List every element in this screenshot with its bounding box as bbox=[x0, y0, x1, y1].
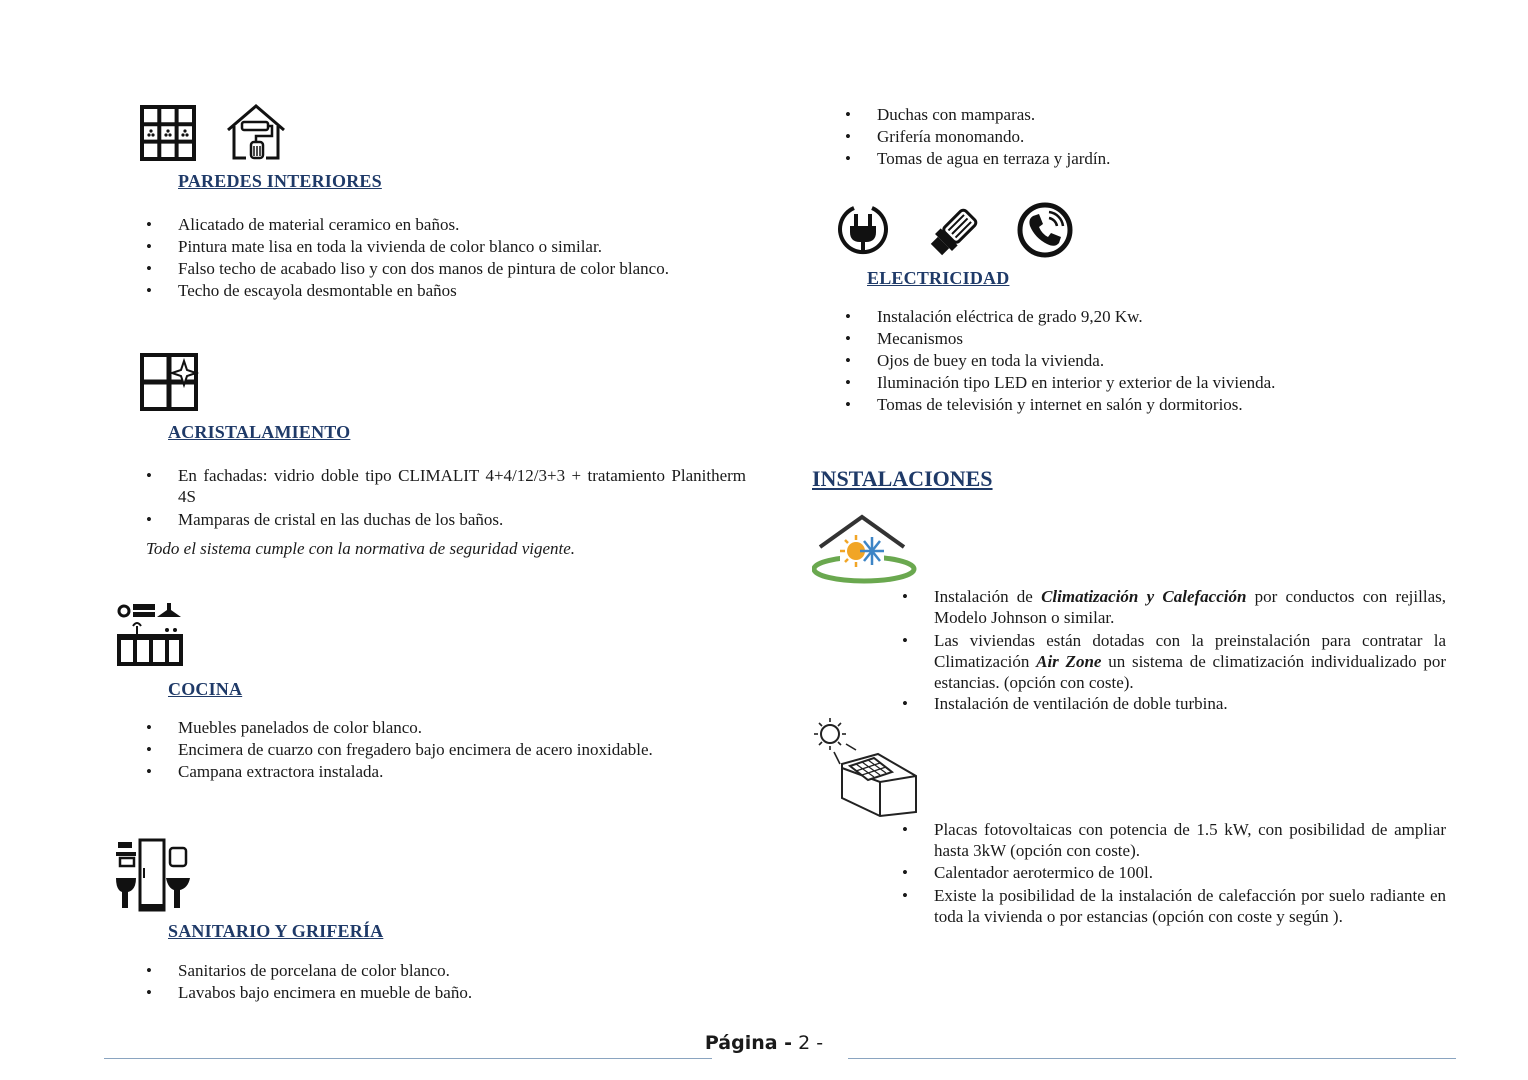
list-item: • Las viviendas están dotadas con la preinstalación para contratar la Climatización Air Zone un sistema de climatización individualizado por estancias. (opción con coste). bbox=[902, 630, 1446, 693]
list-item: • Calentador aerotermico de 100l. bbox=[902, 862, 1446, 884]
list-item: • Techo de escayola desmontable en baños bbox=[146, 280, 766, 302]
acristalamiento-note: Todo el sistema cumple con la normativa de seguridad vigente. bbox=[146, 539, 576, 558]
sanitario-list bbox=[146, 960, 766, 1004]
window-icon bbox=[140, 353, 200, 413]
list-item: • Grifería monomando. bbox=[845, 126, 1445, 148]
list-item: • Falso techo de acabado liso y con dos manos de pintura de color blanco. bbox=[146, 258, 766, 280]
list-item: • En fachadas: vidrio doble tipo CLIMALIT 4+4/12/3+3 + tratamiento Planitherm 4S bbox=[146, 465, 746, 507]
list-item: • Mecanismos bbox=[845, 328, 1445, 350]
electricidad-title: ELECTRICIDAD bbox=[867, 268, 1010, 288]
page-footer bbox=[0, 1032, 1528, 1054]
list-item: • Tomas de agua en terraza y jardín. bbox=[845, 148, 1445, 170]
list-item: • Sanitarios de porcelana de color blanco. bbox=[146, 960, 766, 982]
list-item: • Ojos de buey en toda la vivienda. bbox=[845, 350, 1445, 372]
list-item: • Iluminación tipo LED en interior y exterior de la vivienda. bbox=[845, 372, 1445, 394]
light-bulb-icon bbox=[926, 208, 978, 260]
list-item: • Tomas de televisión y internet en salón y dormitorios. bbox=[845, 394, 1445, 416]
cocina-list bbox=[146, 717, 766, 783]
electricidad-list bbox=[845, 306, 1445, 416]
solar-list bbox=[902, 819, 1446, 927]
list-item: • Placas fotovoltaicas con potencia de 1.5 kW, con posibilidad de ampliar hasta 3kW (opción con coste). bbox=[902, 819, 1446, 861]
solar-panel-house-icon bbox=[812, 716, 920, 818]
griferia-list bbox=[845, 104, 1445, 170]
list-item: • Instalación eléctrica de grado 9,20 Kw. bbox=[845, 306, 1445, 328]
list-item: • Mamparas de cristal en las duchas de los baños. bbox=[146, 509, 746, 531]
plug-icon bbox=[836, 202, 890, 258]
sanitario-title: SANITARIO Y GRIFERÍA bbox=[168, 921, 384, 941]
list-item: • Muebles panelados de color blanco. bbox=[146, 717, 766, 739]
page-number: 2 - bbox=[792, 1032, 824, 1054]
instalaciones-title: INSTALACIONES bbox=[812, 466, 993, 491]
list-item: • Pintura mate lisa en toda la vivienda de color blanco o similar. bbox=[146, 236, 766, 258]
climatizacion-list bbox=[902, 586, 1446, 715]
paredes-list bbox=[146, 214, 766, 302]
acristalamiento-title: ACRISTALAMIENTO bbox=[168, 422, 351, 442]
tile-wall-icon bbox=[140, 105, 196, 161]
climate-house-icon bbox=[812, 513, 922, 585]
list-item: • Instalación de Climatización y Calefacción por conductos con rejillas, Modelo Johnson o similar. bbox=[902, 586, 1446, 628]
list-item: • Alicatado de material ceramico en baños. bbox=[146, 214, 766, 236]
footer-divider-right bbox=[848, 1058, 1456, 1059]
footer-divider-left bbox=[104, 1058, 712, 1059]
kitchen-icon bbox=[115, 600, 185, 670]
list-item: • Campana extractora instalada. bbox=[146, 761, 766, 783]
list-item: • Duchas con mamparas. bbox=[845, 104, 1445, 126]
cocina-title: COCINA bbox=[168, 679, 243, 699]
list-item: • Lavabos bajo encimera en mueble de baño. bbox=[146, 982, 766, 1004]
acristalamiento-list bbox=[146, 465, 746, 531]
phone-icon bbox=[1017, 202, 1073, 258]
list-item: • Encimera de cuarzo con fregadero bajo encimera de acero inoxidable. bbox=[146, 739, 766, 761]
bathroom-icon bbox=[114, 838, 192, 912]
paredes-title: PAREDES INTERIORES bbox=[178, 171, 382, 191]
list-item: • Existe la posibilidad de la instalación de calefacción por suelo radiante en toda la vivienda o por estancias (opción con coste y según ). bbox=[902, 885, 1446, 927]
footer-label: Página - bbox=[704, 1032, 793, 1054]
list-item: • Instalación de ventilación de doble turbina. bbox=[902, 693, 1446, 715]
house-paint-roller-icon bbox=[224, 102, 288, 162]
